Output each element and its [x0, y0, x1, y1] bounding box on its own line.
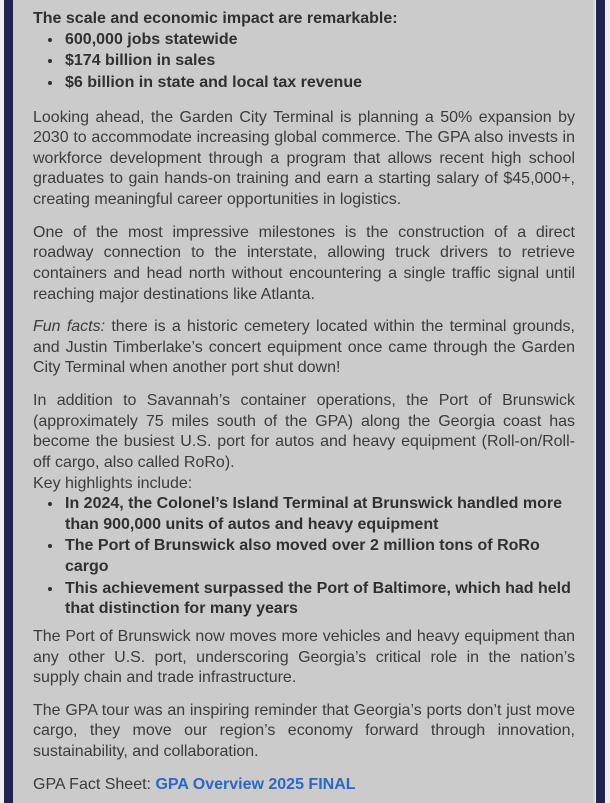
paragraph-gpa-tour: The GPA tour was an inspiring reminder that Georgia’s ports don’t just move cargo, they move our region’s economy forward through innovation, sustainability, and collaboration. — [33, 701, 575, 760]
key-highlights-label: Key highlights include: — [33, 474, 193, 492]
list-item: • $174 billion in sales — [63, 51, 575, 72]
fun-facts-text: there is a historic cemetery located within the terminal grounds, and Justin Timberlake’s concert equipment once came through the Garden City Terminal when another port shut down! — [33, 318, 576, 377]
fact-sheet-link[interactable]: GPA Overview 2025 FINAL — [155, 775, 356, 793]
paragraph-roadway: One of the most impressive milestones is the construction of a direct roadway connection to the interstate, allowing truck drivers to retrieve containers and head north without encountering a single traffic signal until reaching major destinations like Atlanta. — [33, 223, 575, 303]
scale-impact-list — [33, 30, 575, 94]
scale-impact-heading: The scale and economic impact are remarkable: — [33, 10, 398, 27]
paragraph-brunswick-intro: In addition to Savannah’s container operations, the Port of Brunswick (approximately 75 miles south of the GPA) along the Georgia coast has become the busiest U.S. port for autos and heavy equipment (Roll-on/Roll-off cargo, also called RoRo). — [33, 392, 575, 471]
list-item: • 600,000 jobs statewide — [63, 30, 575, 51]
fact-sheet-label: GPA Fact Sheet: — [33, 775, 151, 793]
fact-sheet-line — [33, 775, 575, 796]
right-border-bar — [596, 0, 605, 803]
paragraph-fun-facts — [33, 317, 575, 379]
list-item: • The Port of Brunswick also moved over 2 million tons of RoRo cargo — [63, 536, 575, 577]
paragraph-brunswick-now: The Port of Brunswick now moves more vehicles and heavy equipment than any other U.S. port, underscoring Georgia’s critical role in the nation’s supply chain and trade infrastructure. — [33, 627, 575, 687]
list-item: • $6 billion in state and local tax revenue — [63, 73, 575, 94]
list-item: • In 2024, the Colonel’s Island Terminal at Brunswick handled more than 900,000 units of autos and heavy equipment — [63, 494, 575, 535]
list-item: • This achievement surpassed the Port of Baltimore, which had held that distinction for many years — [63, 579, 575, 620]
fun-facts-label: Fun facts: — [33, 318, 106, 336]
document-content-panel — [13, 0, 595, 803]
paragraph-expansion: Looking ahead, the Garden City Terminal is planning a 50% expansion by 2030 to accommodate increasing global commerce. The GPA also invests in workforce development through a program that allows recent high school graduates to gain hands-on training and earn a starting salary of $45,000+, creating meaningful career opportunities in logistics. — [33, 108, 575, 208]
brunswick-highlights-list — [33, 494, 575, 620]
left-border-bar — [4, 0, 13, 803]
